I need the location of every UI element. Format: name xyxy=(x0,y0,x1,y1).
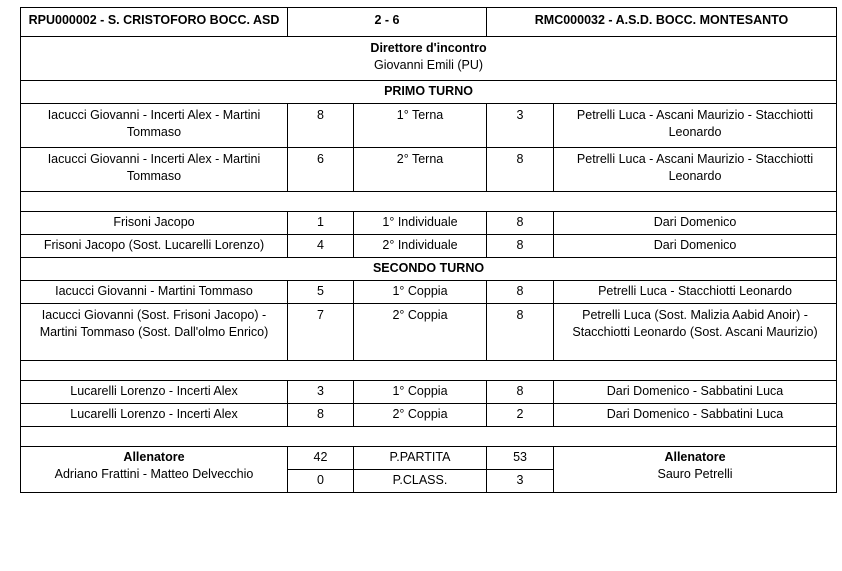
partita-label: P.PARTITA xyxy=(354,447,487,470)
spacer-cell xyxy=(21,192,837,212)
away-players: Dari Domenico - Sabbatini Luca xyxy=(554,381,837,404)
away-coach-cell xyxy=(554,447,837,493)
away-players: Dari Domenico - Sabbatini Luca xyxy=(554,404,837,427)
home-players: Lucarelli Lorenzo - Incerti Alex xyxy=(21,404,288,427)
home-players: Frisoni Jacopo (Sost. Lucarelli Lorenzo) xyxy=(21,235,288,258)
game-type: 1° Coppia xyxy=(354,281,487,304)
home-players: Iacucci Giovanni (Sost. Frisoni Jacopo) - Martini Tommaso (Sost. Dall'olmo Enrico) xyxy=(21,304,288,361)
away-score: 8 xyxy=(487,304,554,361)
away-players: Petrelli Luca - Stacchiotti Leonardo xyxy=(554,281,837,304)
spacer-cell xyxy=(21,427,837,447)
away-score: 8 xyxy=(487,381,554,404)
home-players: Iacucci Giovanni - Incerti Alex - Martini Tommaso xyxy=(21,148,288,192)
home-score: 6 xyxy=(288,148,354,192)
game-type: 2° Individuale xyxy=(354,235,487,258)
home-score: 8 xyxy=(288,104,354,148)
home-players: Iacucci Giovanni - Martini Tommaso xyxy=(21,281,288,304)
game-row xyxy=(21,235,837,258)
home-team-name: RPU000002 - S. CRISTOFORO BOCC. ASD xyxy=(21,8,288,37)
away-players: Petrelli Luca - Ascani Maurizio - Stacchiotti Leonardo xyxy=(554,148,837,192)
home-score: 5 xyxy=(288,281,354,304)
game-row xyxy=(21,281,837,304)
spacer-row xyxy=(21,361,837,381)
match-score: 2 - 6 xyxy=(288,8,487,37)
game-type: 1° Coppia xyxy=(354,381,487,404)
director-row xyxy=(21,37,837,81)
away-score: 8 xyxy=(487,148,554,192)
home-coach-cell xyxy=(21,447,288,493)
director-label: Direttore d'incontro xyxy=(370,41,487,55)
spacer-cell xyxy=(21,361,837,381)
footer-row-partita xyxy=(21,447,837,470)
section-title-row xyxy=(21,81,837,104)
away-score: 2 xyxy=(487,404,554,427)
game-row xyxy=(21,304,837,361)
away-coach-label: Allenatore xyxy=(664,450,726,464)
header-row xyxy=(21,8,837,37)
game-row xyxy=(21,148,837,192)
away-players: Petrelli Luca (Sost. Malizia Aabid Anoir) - Stacchiotti Leonardo (Sost. Ascani Maurizio) xyxy=(554,304,837,361)
away-score: 8 xyxy=(487,235,554,258)
home-players: Iacucci Giovanni - Incerti Alex - Martini Tommaso xyxy=(21,104,288,148)
away-score: 3 xyxy=(487,104,554,148)
home-players: Frisoni Jacopo xyxy=(21,212,288,235)
section-title-row xyxy=(21,258,837,281)
away-players: Dari Domenico xyxy=(554,235,837,258)
away-partita-points: 53 xyxy=(487,447,554,470)
game-type: 2° Coppia xyxy=(354,404,487,427)
away-team-name: RMC000032 - A.S.D. BOCC. MONTESANTO xyxy=(487,8,837,37)
secondo-turno-title: SECONDO TURNO xyxy=(21,258,837,281)
home-partita-points: 42 xyxy=(288,447,354,470)
game-type: 2° Terna xyxy=(354,148,487,192)
spacer-row xyxy=(21,192,837,212)
game-row xyxy=(21,212,837,235)
home-class-points: 0 xyxy=(288,470,354,493)
game-row xyxy=(21,404,837,427)
away-score: 8 xyxy=(487,212,554,235)
home-score: 7 xyxy=(288,304,354,361)
away-score: 8 xyxy=(487,281,554,304)
home-score: 3 xyxy=(288,381,354,404)
away-class-points: 3 xyxy=(487,470,554,493)
away-players: Petrelli Luca - Ascani Maurizio - Stacchiotti Leonardo xyxy=(554,104,837,148)
director-name: Giovanni Emili (PU) xyxy=(373,58,484,72)
home-score: 1 xyxy=(288,212,354,235)
game-row xyxy=(21,104,837,148)
game-type: 1° Individuale xyxy=(354,212,487,235)
game-type: 1° Terna xyxy=(354,104,487,148)
away-coach-name: Sauro Petrelli xyxy=(657,467,733,481)
spacer-row xyxy=(21,427,837,447)
home-score: 8 xyxy=(288,404,354,427)
director-cell xyxy=(21,37,837,81)
home-coach-label: Allenatore xyxy=(123,450,185,464)
game-row xyxy=(21,381,837,404)
home-coach-name: Adriano Frattini - Matteo Delvecchio xyxy=(54,467,254,481)
primo-turno-title: PRIMO TURNO xyxy=(21,81,837,104)
match-report-table xyxy=(20,7,837,493)
class-label: P.CLASS. xyxy=(354,470,487,493)
game-type: 2° Coppia xyxy=(354,304,487,361)
home-players: Lucarelli Lorenzo - Incerti Alex xyxy=(21,381,288,404)
home-score: 4 xyxy=(288,235,354,258)
away-players: Dari Domenico xyxy=(554,212,837,235)
